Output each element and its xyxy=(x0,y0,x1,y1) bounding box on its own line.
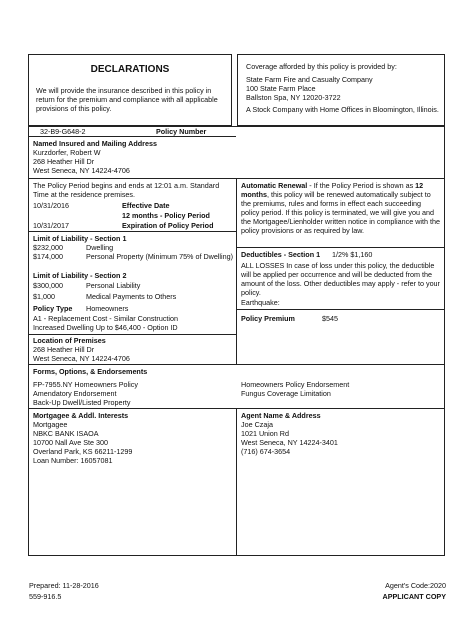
section1-amount: $174,000 xyxy=(33,252,63,261)
insurer-address-1: 100 State Farm Place xyxy=(246,84,316,93)
earthquake-label: Earthquake: xyxy=(241,298,280,307)
divider xyxy=(236,309,445,310)
effective-date: 10/31/2016 xyxy=(33,201,69,210)
deductibles-label: Deductibles - Section 1 xyxy=(241,250,321,259)
deductibles-value: 1/2% $1,160 xyxy=(332,250,373,259)
section1-label: Limit of Liability - Section 1 xyxy=(33,234,127,243)
divider xyxy=(28,364,445,365)
insurer-note: A Stock Company with Home Offices in Bloomington, Illinois. xyxy=(246,105,439,114)
section1-amount: $232,000 xyxy=(33,243,63,252)
form-item: Fungus Coverage Limitation xyxy=(241,389,331,398)
section2-label: Limit of Liability - Section 2 xyxy=(33,271,127,280)
policy-term: 12 months - Policy Period xyxy=(122,211,210,220)
policy-type-label: Policy Type xyxy=(33,304,73,313)
policy-premium-value: $545 xyxy=(322,314,338,323)
form-item: Homeowners Policy Endorsement xyxy=(241,380,350,389)
coverage-line: Coverage afforded by this policy is provided by: xyxy=(246,62,397,71)
agent-line: (716) 674-3654 xyxy=(241,447,291,456)
expiration-date-label: Expiration of Policy Period xyxy=(122,221,214,230)
insured-address-1: 268 Heather Hill Dr xyxy=(33,157,95,166)
mortgagee-line: NBKC BANK ISAOA xyxy=(33,429,99,438)
location-address-2: West Seneca, NY 14224-4706 xyxy=(33,354,130,363)
agent-line: Joe Czaja xyxy=(241,420,273,429)
mortgagee-label: Mortgagee & Addl. Interests xyxy=(33,411,129,420)
section2-amount: $1,000 xyxy=(33,292,55,301)
insured-name: Kurzdorfer, Robert W xyxy=(33,148,101,157)
mortgagee-line: Mortgagee xyxy=(33,420,68,429)
policy-type-line-1: A1 - Replacement Cost - Similar Construction xyxy=(33,314,178,323)
insurer-address-2: Ballston Spa, NY 12020-3722 xyxy=(246,93,341,102)
form-item: Amendatory Endorsement xyxy=(33,389,117,398)
form-item: Back-Up Dwell/Listed Property xyxy=(33,398,131,407)
mortgagee-line: Overland Park, KS 66211-1299 xyxy=(33,447,133,456)
prepared-date: Prepared: 11-28-2016 xyxy=(29,581,99,590)
form-code: 559-916.5 xyxy=(29,592,62,601)
column-divider xyxy=(236,408,237,556)
form-item: FP-7955.NY Homeowners Policy xyxy=(33,380,138,389)
insurer-name: State Farm Fire and Casualty Company xyxy=(246,75,373,84)
policy-number-label: Policy Number xyxy=(156,127,207,136)
section2-amount: $300,000 xyxy=(33,281,63,290)
page-title: DECLARATIONS xyxy=(90,64,170,75)
expiration-date: 10/31/2017 xyxy=(33,221,69,230)
column-divider xyxy=(236,178,237,364)
automatic-renewal xyxy=(241,181,441,235)
section2-desc: Personal Liability xyxy=(86,281,141,290)
location-label: Location of Premises xyxy=(33,336,106,345)
divider xyxy=(28,231,236,232)
renewal-text: - If the Policy Period is shown as xyxy=(307,181,416,190)
section1-desc: Dwelling xyxy=(86,243,114,252)
section1-desc: Personal Property (Minimum 75% of Dwelling) xyxy=(86,252,233,261)
renewal-text: , this policy will be renewed automatically subject to the premiums, rules and forms in effect each succeeding policy period. If this policy is terminated, we will give you and the Mortgagee/Lienholder written notice in compliance with the policy provisions or as required by law. xyxy=(241,190,440,235)
agent-label: Agent Name & Address xyxy=(241,411,321,420)
location-address-1: 268 Heather Hill Dr xyxy=(33,345,95,354)
policy-premium-label: Policy Premium xyxy=(241,314,295,323)
copy-label: APPLICANT COPY xyxy=(382,592,446,601)
divider xyxy=(28,334,236,335)
deductibles-text: ALL LOSSES In case of loss under this policy, the deductible will be applied per occurrence and will be deducted from the amount of the loss. Other deductibles may apply - refer to your policy. xyxy=(241,261,440,297)
effective-date-label: Effective Date xyxy=(122,201,170,210)
divider xyxy=(236,247,445,248)
insured-address-2: West Seneca, NY 14224-4706 xyxy=(33,166,130,175)
intro-text: We will provide the insurance described in this policy in return for the premium and compliance with all applicable provisions of this policy. xyxy=(36,86,218,113)
policy-type-line-2: Increased Dwelling Up to $46,400 - Option ID xyxy=(33,323,178,332)
agent-line: West Seneca, NY 14224-3401 xyxy=(241,438,338,447)
policy-period-text: The Policy Period begins and ends at 12:01 a.m. Standard Time at the residence premises. xyxy=(33,181,220,199)
forms-label: Forms, Options, & Endorsements xyxy=(33,367,148,376)
insured-label: Named Insured and Mailing Address xyxy=(33,139,157,148)
policy-number: 32-B9-G648-2 xyxy=(40,127,86,136)
agent-code: Agent's Code:2020 xyxy=(385,581,446,590)
section2-desc: Medical Payments to Others xyxy=(86,292,177,301)
renewal-term: 12 months xyxy=(241,181,424,199)
mortgagee-line: Loan Number: 16057081 xyxy=(33,456,113,465)
renewal-label: Automatic Renewal xyxy=(241,181,308,190)
agent-line: 1021 Union Rd xyxy=(241,429,289,438)
policy-type-value: Homeowners xyxy=(86,304,129,313)
divider xyxy=(28,136,236,137)
mortgagee-line: 10700 Nall Ave Ste 300 xyxy=(33,438,108,447)
